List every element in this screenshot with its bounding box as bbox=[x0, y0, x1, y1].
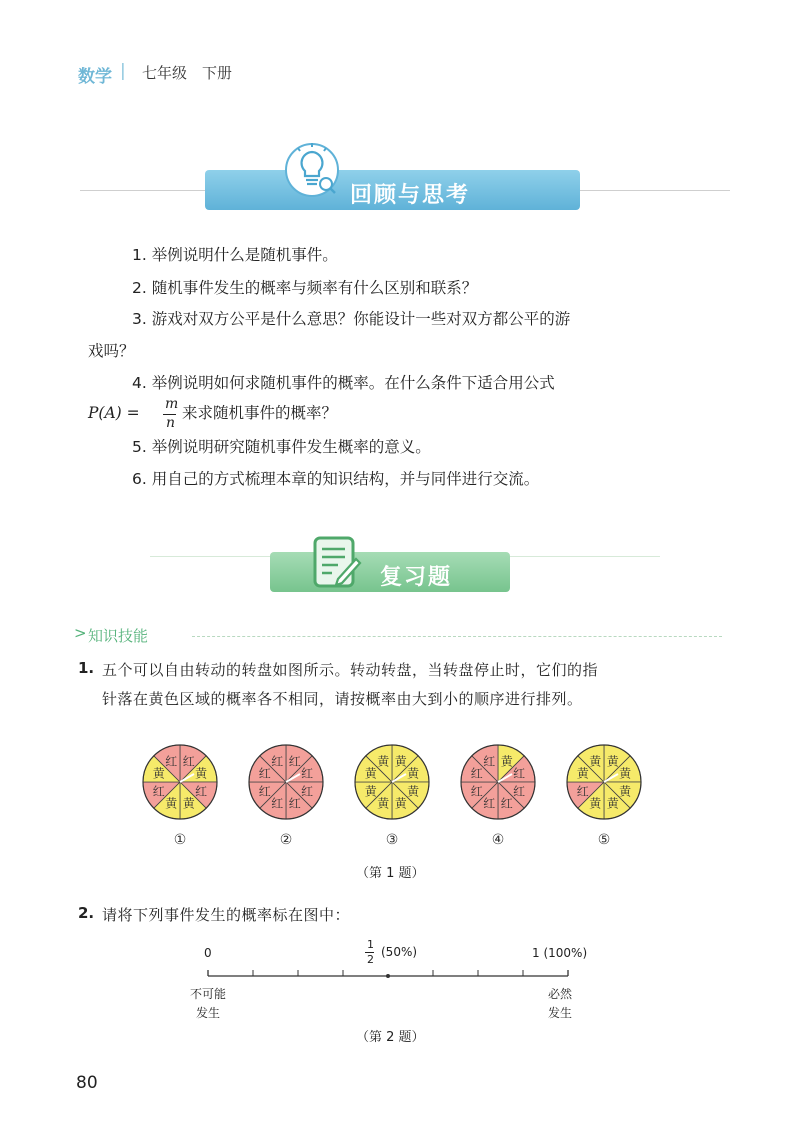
scale-left-value: 0 bbox=[204, 946, 212, 960]
wheel-sector-label: 黄 bbox=[589, 754, 602, 769]
wheel-sector-label: 黄 bbox=[364, 784, 377, 799]
spinner-wheel-5 bbox=[567, 745, 641, 848]
scale-mid-denominator: 2 bbox=[367, 953, 374, 966]
wheel-sector-label: 红 bbox=[470, 766, 483, 781]
review-item-6: 6. 用自己的方式梳理本章的知识结构，并与同伴进行交流。 bbox=[132, 470, 540, 488]
scale-mid-percent: (50%) bbox=[381, 945, 418, 959]
wheel-sector-label: 黄 bbox=[576, 766, 589, 781]
scale-left-label-1: 不可能 bbox=[190, 987, 227, 1001]
probability-scale bbox=[200, 966, 580, 986]
lightbulb-icon bbox=[280, 140, 344, 204]
wheel-sector-label: 红 bbox=[483, 796, 496, 811]
header-separator: | bbox=[120, 61, 126, 81]
review-item-5: 5. 举例说明研究随机事件发生概率的意义。 bbox=[132, 438, 431, 456]
wheel-sector-label: 红 bbox=[288, 796, 301, 811]
wheel-sector-label: 黄 bbox=[500, 754, 513, 769]
review-item-2: 2. 随机事件发生的概率与频率有什么区别和联系？ bbox=[132, 279, 478, 297]
exercise-title: 复习题 bbox=[380, 564, 453, 590]
review-item-3: 3. 游戏对双方公平是什么意思？你能设计一些对双方都公平的游 bbox=[132, 310, 571, 328]
scale-right-value: 1 (100%) bbox=[532, 946, 588, 960]
wheel-sector-label: 红 bbox=[182, 754, 195, 769]
chevron-right-icon: > bbox=[74, 624, 87, 642]
scale-right-label-1: 必然 bbox=[548, 987, 573, 1001]
wheel-sector-label: 黄 bbox=[619, 784, 632, 799]
formula-numerator: m bbox=[165, 396, 179, 412]
review-item-1: 1. 举例说明什么是随机事件。 bbox=[132, 246, 338, 264]
divider-right bbox=[580, 190, 730, 191]
question-2-text: 请将下列事件发生的概率标在图中： bbox=[102, 906, 351, 924]
wheel-sector-label: 黄 bbox=[377, 796, 390, 811]
wheel-sector-label: 黄 bbox=[606, 796, 619, 811]
wheel-sector-label: 黄 bbox=[394, 796, 407, 811]
page-number: 80 bbox=[76, 1073, 98, 1093]
wheel-sector-label: 红 bbox=[483, 754, 496, 769]
spinner-figure bbox=[140, 742, 680, 852]
question-1-line-2: 针落在黄色区域的概率各不相同，请按概率由大到小的顺序进行排列。 bbox=[102, 690, 583, 708]
wheel-sector-label: 红 bbox=[258, 784, 271, 799]
review-item-4-cont: 来求随机事件的概率？ bbox=[182, 404, 338, 422]
wheel-sector-label: 红 bbox=[165, 754, 178, 769]
divider-right-2 bbox=[510, 556, 660, 557]
wheel-sector-label: 黄 bbox=[377, 754, 390, 769]
wheel-label: ⑤ bbox=[597, 832, 611, 848]
wheel-sector-label: 红 bbox=[288, 754, 301, 769]
scale-mid-numerator: 1 bbox=[367, 938, 374, 951]
probability-formula bbox=[88, 396, 178, 432]
question-1-number: 1. bbox=[78, 659, 95, 677]
wheel-sector-label: 黄 bbox=[619, 766, 632, 781]
spinner-wheel-4 bbox=[461, 745, 535, 848]
wheel-sector-label: 红 bbox=[500, 796, 513, 811]
wheel-sector-label: 黄 bbox=[589, 796, 602, 811]
question-1-line-1: 五个可以自由转动的转盘如图所示。转动转盘，当转盘停止时，它们的指 bbox=[102, 661, 599, 679]
wheel-sector-label: 黄 bbox=[152, 766, 165, 781]
wheel-sector-label: 黄 bbox=[394, 754, 407, 769]
wheel-sector-label: 黄 bbox=[165, 796, 178, 811]
figure-1-caption: （第 1 题） bbox=[356, 866, 425, 881]
wheel-sector-label: 红 bbox=[258, 766, 271, 781]
wheel-label: ④ bbox=[491, 832, 505, 848]
review-title: 回顾与思考 bbox=[350, 182, 471, 208]
scale-right-label-2: 发生 bbox=[548, 1006, 573, 1020]
book-grade: 七年级 下册 bbox=[142, 64, 233, 82]
wheel-sector-label: 红 bbox=[271, 796, 284, 811]
formula-denominator: n bbox=[166, 415, 176, 431]
wheel-sector-label: 黄 bbox=[407, 766, 420, 781]
figure-2-caption: （第 2 题） bbox=[356, 1030, 425, 1045]
spinner-wheel-3 bbox=[355, 745, 429, 848]
wheel-sector-label: 黄 bbox=[407, 784, 420, 799]
divider-left bbox=[80, 190, 205, 191]
scale-left-label-2: 发生 bbox=[196, 1006, 221, 1020]
review-item-4: 4. 举例说明如何求随机事件的概率。在什么条件下适合用公式 bbox=[132, 374, 555, 392]
wheel-sector-label: 红 bbox=[576, 784, 589, 799]
notepad-icon bbox=[312, 535, 362, 591]
wheel-sector-label: 黄 bbox=[182, 796, 195, 811]
wheel-sector-label: 红 bbox=[271, 754, 284, 769]
section-tag: 知识技能 bbox=[88, 627, 149, 645]
wheel-sector-label: 黄 bbox=[195, 766, 208, 781]
wheel-sector-label: 红 bbox=[470, 784, 483, 799]
spinner-wheel-2 bbox=[249, 745, 323, 848]
wheel-sector-label: 红 bbox=[301, 784, 314, 799]
wheel-sector-label: 红 bbox=[152, 784, 165, 799]
wheel-sector-label: 红 bbox=[301, 766, 314, 781]
book-subject: 数学 bbox=[78, 67, 112, 87]
review-item-3-cont: 戏吗？ bbox=[88, 342, 135, 360]
wheel-sector-label: 红 bbox=[195, 784, 208, 799]
wheel-label: ③ bbox=[385, 832, 399, 848]
section-divider bbox=[192, 636, 722, 637]
wheel-sector-label: 黄 bbox=[364, 766, 377, 781]
question-2-number: 2. bbox=[78, 904, 95, 922]
spinner-wheel-1 bbox=[143, 745, 217, 848]
wheel-label: ① bbox=[173, 832, 187, 848]
wheel-sector-label: 红 bbox=[513, 766, 526, 781]
divider-left-2 bbox=[150, 556, 270, 557]
wheel-sector-label: 黄 bbox=[606, 754, 619, 769]
wheel-sector-label: 红 bbox=[513, 784, 526, 799]
wheel-label: ② bbox=[279, 832, 293, 848]
formula-lhs: P(A) = bbox=[88, 404, 140, 422]
